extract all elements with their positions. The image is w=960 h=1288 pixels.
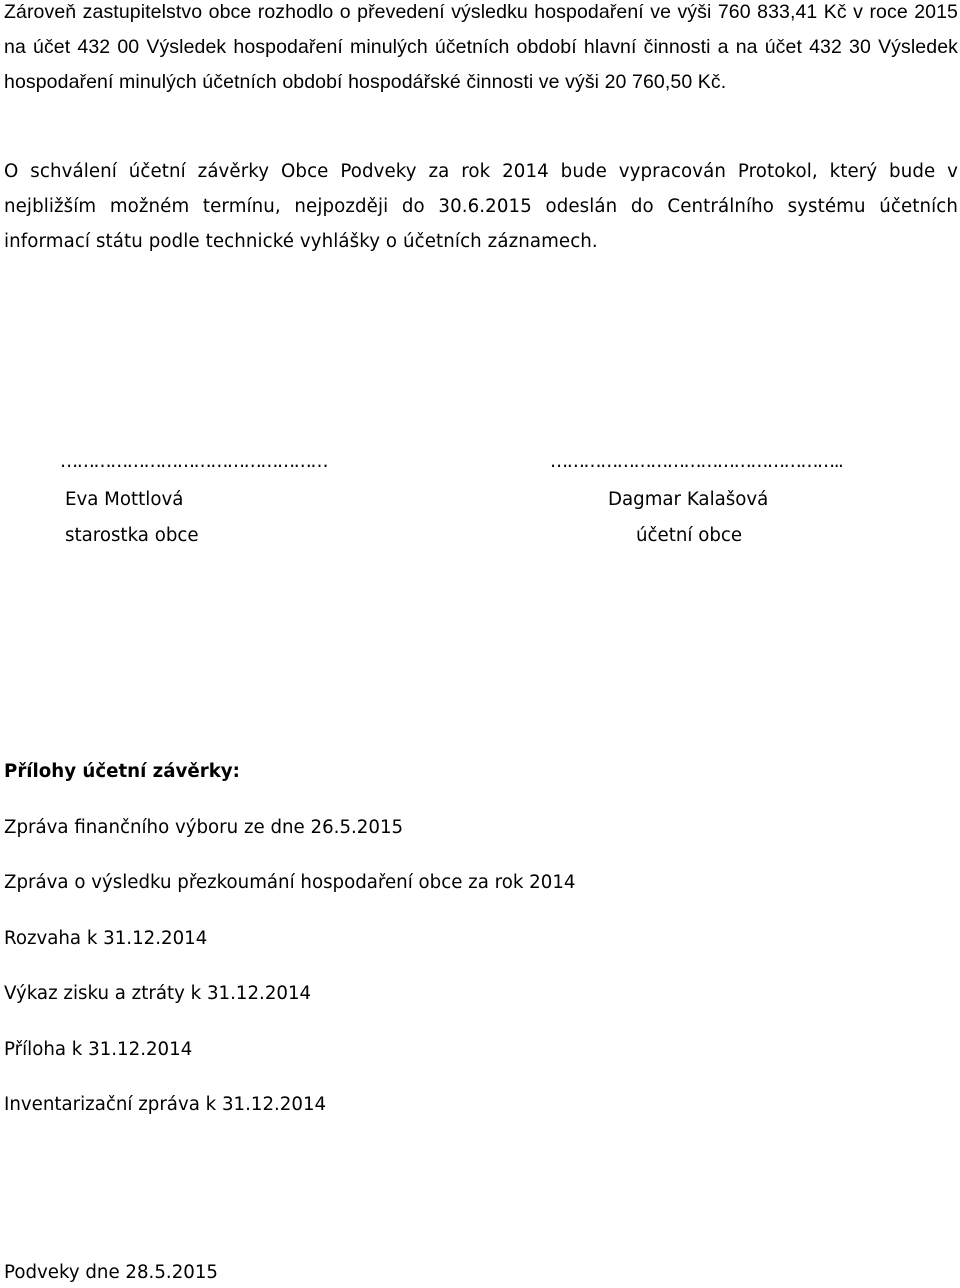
signatory-name-left: Eva Mottlová	[65, 489, 184, 510]
attachment-item: Výkaz zisku a ztráty k 31.12.2014	[4, 983, 312, 1004]
attachment-item: Zpráva finančního výboru ze dne 26.5.2015	[4, 817, 404, 838]
signature-line-left: …………………………………………	[60, 451, 327, 472]
approval-protocol-paragraph: O schválení účetní závěrky Obce Podveky za rok 2014 bude vypracován Protokol, který bude v nejbližším možném termínu, nejpozději do 30.6.2015 odeslán do Centrálního systému účetních informací státu podle technické vyhlášky o účetních záznamech.	[4, 161, 958, 252]
attachments-heading: Přílohy účetní závěrky:	[4, 761, 240, 782]
resolution-paragraph: Zároveň zastupitelstvo obce rozhodlo o převedení výsledku hospodaření ve výši 760 833,41 Kč v roce 2015 na účet 432 00 Výsledek hospodaření minulých účetních období hlavní činnosti a na účet 432 30 Výsledek hospodaření minulých účetních období hospodářské činnosti ve výši 20 760,50 Kč.	[4, 1, 958, 93]
attachment-item: Rozvaha k 31.12.2014	[4, 928, 208, 949]
signatory-role-left: starostka obce	[65, 525, 199, 546]
signatory-role-right: účetní obce	[636, 525, 743, 546]
signature-line-right: ……………………………………………..	[550, 451, 843, 472]
attachment-item: Zpráva o výsledku přezkoumání hospodaření obce za rok 2014	[4, 872, 576, 893]
attachment-item: Inventarizační zpráva k 31.12.2014	[4, 1094, 327, 1115]
attachment-item: Příloha k 31.12.2014	[4, 1039, 193, 1060]
place-and-date: Podveky dne 28.5.2015	[4, 1262, 218, 1283]
signatory-name-right: Dagmar Kalašová	[608, 489, 769, 510]
